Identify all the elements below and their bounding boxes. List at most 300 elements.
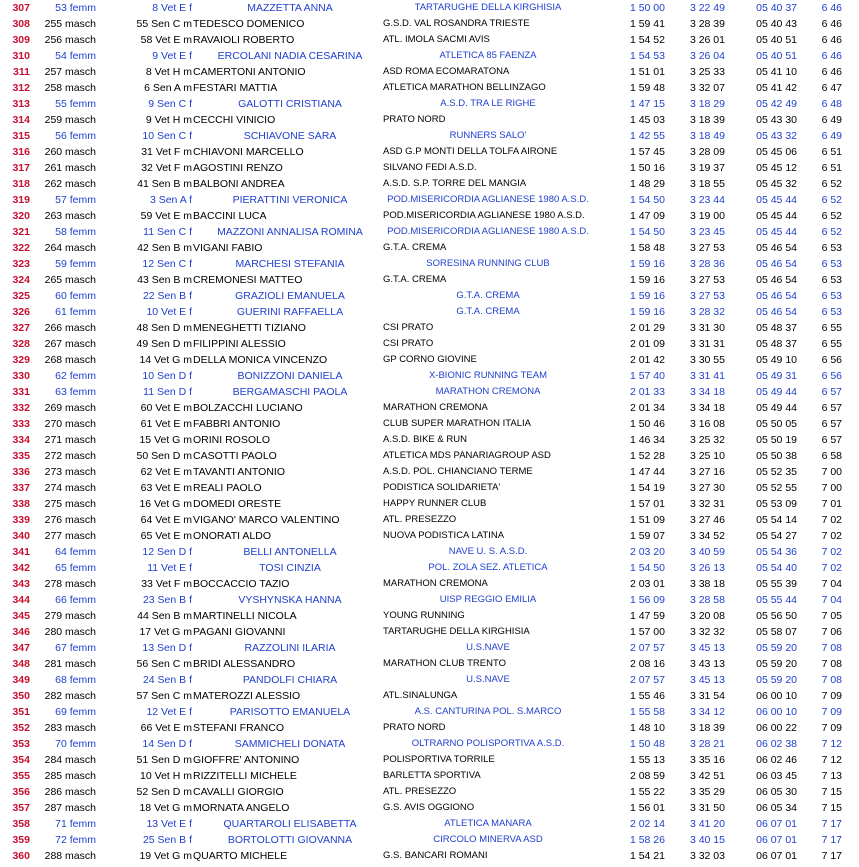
real-time: 3 19 37: [689, 162, 725, 174]
category: 50 Sen D m: [136, 450, 192, 462]
real-time: 3 19 00: [689, 210, 725, 222]
athlete-name: MORNATA ANGELO: [193, 802, 290, 814]
athlete-name: VIGANO' MARCO VALENTINO: [193, 514, 340, 526]
gender-rank: 59 femm: [55, 258, 96, 270]
real-time: 3 28 21: [689, 738, 725, 750]
pace: 6 46: [821, 34, 842, 46]
club-name: ATLETICA MDS PANARIAGROUP ASD: [383, 450, 551, 461]
category: 55 Sen C m: [136, 18, 192, 30]
real-time: 3 32 07: [689, 82, 725, 94]
gender-rank: 286 masch: [44, 786, 96, 798]
first-half-time: 1 58 48: [629, 242, 665, 254]
gender-rank: 278 masch: [44, 578, 96, 590]
table-row: [0, 624, 859, 640]
category: 10 Sen C f: [142, 130, 192, 142]
position: 346: [12, 626, 30, 638]
position: 354: [12, 754, 30, 766]
athlete-name: GIOFFRE' ANTONINO: [193, 754, 300, 766]
finish-time: 05 58 07: [756, 626, 797, 638]
club-name: ASD G.P MONTI DELLA TOLFA AIRONE: [383, 146, 558, 157]
club-name: RUNNERS SALO': [449, 130, 527, 141]
gender-rank: 67 femm: [55, 642, 96, 654]
club-name: A.S.D. POL. CHIANCIANO TERME: [383, 466, 533, 477]
category: 64 Vet E m: [140, 514, 192, 526]
finish-time: 05 45 44: [756, 194, 797, 206]
gender-rank: 279 masch: [44, 610, 96, 622]
real-time: 3 35 16: [689, 754, 725, 766]
pace: 6 57: [821, 434, 842, 446]
athlete-name: BORTOLOTTI GIOVANNA: [227, 834, 353, 846]
category: 49 Sen D m: [136, 338, 192, 350]
gender-rank: 276 masch: [44, 514, 96, 526]
gender-rank: 264 masch: [44, 242, 96, 254]
category: 58 Vet E m: [140, 34, 192, 46]
gender-rank: 55 femm: [55, 98, 96, 110]
position: 335: [12, 450, 30, 462]
finish-time: 05 45 12: [756, 162, 797, 174]
table-row: [0, 480, 859, 496]
athlete-name: VIGANI FABIO: [193, 242, 263, 254]
gender-rank: 285 masch: [44, 770, 96, 782]
gender-rank: 287 masch: [44, 802, 96, 814]
real-time: 3 18 39: [689, 114, 725, 126]
real-time: 3 23 44: [689, 194, 725, 206]
position: 312: [12, 82, 30, 94]
finish-time: 06 05 30: [756, 786, 797, 798]
category: 59 Vet E m: [140, 210, 192, 222]
real-time: 3 28 36: [689, 258, 725, 270]
category: 19 Vet G m: [139, 850, 192, 862]
table-row: [0, 128, 859, 144]
first-half-time: 1 59 16: [629, 258, 665, 270]
pace: 6 46: [821, 66, 842, 78]
finish-time: 06 03 45: [756, 770, 797, 782]
finish-time: 06 05 34: [756, 802, 797, 814]
pace: 7 12: [821, 738, 842, 750]
first-half-time: 1 54 50: [629, 194, 665, 206]
real-time: 3 34 52: [689, 530, 725, 542]
club-name: G.T.A. CREMA: [456, 306, 520, 317]
position: 323: [12, 258, 30, 270]
position: 353: [12, 738, 30, 750]
athlete-name: AGOSTINI RENZO: [193, 162, 283, 174]
real-time: 3 41 20: [689, 818, 725, 830]
pace: 7 12: [821, 754, 842, 766]
gender-rank: 281 masch: [44, 658, 96, 670]
club-name: TARTARUGHE DELLA KIRGHISIA: [383, 626, 530, 637]
position: 325: [12, 290, 30, 302]
club-name: ATLETICA 85 FAENZA: [439, 50, 537, 61]
real-time: 3 31 31: [689, 338, 725, 350]
finish-time: 06 00 10: [756, 706, 797, 718]
finish-time: 05 45 44: [756, 210, 797, 222]
finish-time: 05 54 14: [756, 514, 797, 526]
finish-time: 05 54 40: [756, 562, 797, 574]
gender-rank: 275 masch: [44, 498, 96, 510]
position: 350: [12, 690, 30, 702]
gender-rank: 60 femm: [55, 290, 96, 302]
table-row: [0, 672, 859, 688]
real-time: 3 32 31: [689, 498, 725, 510]
table-row: [0, 224, 859, 240]
pace: 6 48: [821, 98, 842, 110]
athlete-name: DOMEDI ORESTE: [193, 498, 282, 510]
position: 331: [12, 386, 30, 398]
category: 25 Sen B f: [142, 834, 192, 846]
finish-time: 05 41 10: [756, 66, 797, 78]
finish-time: 05 59 20: [756, 658, 797, 670]
club-name: BARLETTA SPORTIVA: [383, 770, 481, 781]
athlete-name: BACCINI LUCA: [193, 210, 267, 222]
athlete-name: PIERATTINI VERONICA: [232, 194, 348, 206]
club-name: MARATHON CLUB TRENTO: [383, 658, 506, 669]
pace: 6 53: [821, 274, 842, 286]
position: 340: [12, 530, 30, 542]
category: 33 Vet F m: [141, 578, 192, 590]
real-time: 3 26 01: [689, 34, 725, 46]
first-half-time: 1 50 46: [629, 418, 665, 430]
position: 322: [12, 242, 30, 254]
gender-rank: 267 masch: [44, 338, 96, 350]
position: 315: [12, 130, 30, 142]
club-name: X-BIONIC RUNNING TEAM: [428, 370, 548, 381]
athlete-name: QUARTAROLI ELISABETTA: [223, 818, 357, 830]
club-name: SILVANO FEDI A.S.D.: [383, 162, 477, 173]
finish-time: 05 40 43: [756, 18, 797, 30]
table-row: [0, 848, 859, 864]
finish-time: 05 45 32: [756, 178, 797, 190]
first-half-time: 1 42 55: [629, 130, 665, 142]
athlete-name: MENEGHETTI TIZIANO: [193, 322, 306, 334]
table-row: [0, 0, 859, 16]
table-row: [0, 112, 859, 128]
real-time: 3 45 13: [689, 674, 725, 686]
real-time: 3 27 16: [689, 466, 725, 478]
category: 42 Sen B m: [137, 242, 192, 254]
table-row: [0, 240, 859, 256]
first-half-time: 2 03 20: [629, 546, 665, 558]
position: 352: [12, 722, 30, 734]
club-name: NUOVA PODISTICA LATINA: [383, 530, 505, 541]
table-row: [0, 720, 859, 736]
athlete-name: TEDESCO DOMENICO: [193, 18, 305, 30]
category: 51 Sen D m: [136, 754, 192, 766]
category: 3 Sen A f: [149, 194, 192, 206]
position: 330: [12, 370, 30, 382]
pace: 6 52: [821, 178, 842, 190]
athlete-name: RAVAIOLI ROBERTO: [193, 34, 295, 46]
first-half-time: 1 47 15: [629, 98, 665, 110]
athlete-name: BERGAMASCHI PAOLA: [232, 386, 348, 398]
table-row: [0, 704, 859, 720]
club-name: YOUNG RUNNING: [383, 610, 465, 621]
first-half-time: 1 45 03: [629, 114, 665, 126]
finish-time: 05 52 35: [756, 466, 797, 478]
first-half-time: 1 57 40: [629, 370, 665, 382]
pace: 7 01: [821, 498, 842, 510]
real-time: 3 28 58: [689, 594, 725, 606]
first-half-time: 1 51 01: [629, 66, 665, 78]
gender-rank: 61 femm: [55, 306, 96, 318]
club-name: MARATHON CREMONA: [383, 402, 488, 413]
table-row: [0, 656, 859, 672]
first-half-time: 1 47 44: [629, 466, 665, 478]
position: 316: [12, 146, 30, 158]
table-row: [0, 80, 859, 96]
table-row: [0, 768, 859, 784]
athlete-name: SCHIAVONE SARA: [243, 130, 337, 142]
club-name: SORESINA RUNNING CLUB: [426, 258, 550, 269]
real-time: 3 32 03: [689, 850, 725, 862]
athlete-name: VYSHYNSKA HANNA: [238, 594, 342, 606]
first-half-time: 2 07 57: [629, 674, 665, 686]
position: 311: [13, 66, 30, 78]
finish-time: 06 07 01: [756, 818, 797, 830]
position: 332: [12, 402, 30, 414]
club-name: ATL.SINALUNGA: [383, 690, 458, 701]
athlete-name: SAMMICHELI DONATA: [234, 738, 346, 750]
club-name: U.S.NAVE: [466, 642, 510, 653]
first-half-time: 1 47 59: [629, 610, 665, 622]
athlete-name: BRIDI ALESSANDRO: [193, 658, 296, 670]
finish-time: 05 40 51: [756, 34, 797, 46]
finish-time: 05 42 49: [756, 98, 797, 110]
category: 9 Vet H m: [145, 114, 192, 126]
pace: 6 57: [821, 386, 842, 398]
real-time: 3 31 41: [689, 370, 725, 382]
pace: 7 09: [821, 706, 842, 718]
pace: 6 52: [821, 226, 842, 238]
club-name: TARTARUGHE DELLA KIRGHISIA: [414, 2, 562, 13]
club-name: ATL. PRESEZZO: [383, 514, 457, 525]
category: 13 Vet E f: [146, 818, 192, 830]
gender-rank: 266 masch: [44, 322, 96, 334]
athlete-name: BELLI ANTONELLA: [243, 546, 337, 558]
finish-time: 05 53 09: [756, 498, 797, 510]
pace: 6 55: [821, 338, 842, 350]
first-half-time: 1 59 41: [629, 18, 665, 30]
pace: 6 47: [821, 82, 842, 94]
first-half-time: 2 01 42: [629, 354, 665, 366]
club-name: UISP REGGIO EMILIA: [439, 594, 537, 605]
club-name: PRATO NORD: [383, 114, 446, 125]
gender-rank: 53 femm: [55, 2, 96, 14]
club-name: POLISPORTIVA TORRILE: [383, 754, 495, 765]
position: 342: [12, 562, 30, 574]
finish-time: 05 52 55: [756, 482, 797, 494]
club-name: HAPPY RUNNER CLUB: [383, 498, 487, 509]
gender-rank: 72 femm: [55, 834, 96, 846]
athlete-name: QUARTO MICHELE: [193, 850, 288, 862]
gender-rank: 274 masch: [44, 482, 96, 494]
gender-rank: 258 masch: [44, 82, 96, 94]
real-time: 3 31 54: [689, 690, 725, 702]
first-half-time: 1 56 01: [629, 802, 665, 814]
first-half-time: 1 50 16: [629, 162, 665, 174]
pace: 6 58: [821, 450, 842, 462]
athlete-name: DELLA MONICA VINCENZO: [193, 354, 328, 366]
gender-rank: 280 masch: [44, 626, 96, 638]
pace: 6 57: [821, 402, 842, 414]
category: 62 Vet E m: [140, 466, 192, 478]
category: 52 Sen D m: [136, 786, 192, 798]
gender-rank: 277 masch: [44, 530, 96, 542]
first-half-time: 2 08 59: [629, 770, 665, 782]
finish-time: 05 54 36: [756, 546, 797, 558]
real-time: 3 43 13: [689, 658, 725, 670]
club-name: CSI PRATO: [383, 322, 434, 333]
finish-time: 05 49 10: [756, 354, 797, 366]
table-row: [0, 512, 859, 528]
athlete-name: FESTARI MATTIA: [193, 82, 278, 94]
position: 339: [12, 514, 30, 526]
athlete-name: FILIPPINI ALESSIO: [193, 338, 286, 350]
category: 10 Vet H m: [140, 770, 192, 782]
category: 60 Vet E m: [140, 402, 192, 414]
table-row: [0, 48, 859, 64]
table-row: [0, 592, 859, 608]
position: 309: [12, 34, 30, 46]
real-time: 3 27 30: [689, 482, 725, 494]
position: 320: [12, 210, 30, 222]
real-time: 3 26 04: [689, 50, 725, 62]
position: 313: [12, 98, 30, 110]
club-name: CLUB SUPER MARATHON ITALIA: [383, 418, 531, 429]
pace: 7 00: [821, 466, 842, 478]
club-name: POD.MISERICORDIA AGLIANESE 1980 A.S.D.: [387, 226, 589, 237]
real-time: 3 28 39: [689, 18, 725, 30]
finish-time: 06 07 01: [756, 834, 797, 846]
pace: 7 17: [821, 834, 842, 846]
athlete-name: FABBRI ANTONIO: [193, 418, 281, 430]
athlete-name: GRAZIOLI EMANUELA: [235, 290, 345, 302]
first-half-time: 1 54 52: [629, 34, 665, 46]
table-row: [0, 96, 859, 112]
gender-rank: 66 femm: [55, 594, 96, 606]
pace: 7 02: [821, 530, 842, 542]
athlete-name: ONORATI ALDO: [193, 530, 271, 542]
table-row: [0, 16, 859, 32]
gender-rank: 58 femm: [55, 226, 96, 238]
athlete-name: ORINI ROSOLO: [193, 434, 271, 446]
finish-time: 05 59 20: [756, 642, 797, 654]
position: 310: [12, 50, 30, 62]
table-row: [0, 32, 859, 48]
athlete-name: CAVALLI GIORGIO: [193, 786, 284, 798]
club-name: A.S. CANTURINA POL. S.MARCO: [414, 706, 562, 717]
athlete-name: BALBONI ANDREA: [193, 178, 285, 190]
club-name: CIRCOLO MINERVA ASD: [433, 834, 543, 845]
category: 6 Sen A m: [144, 82, 192, 94]
club-name: POL. ZOLA SEZ. ATLETICA: [428, 562, 548, 573]
real-time: 3 18 49: [689, 130, 725, 142]
table-row: [0, 736, 859, 752]
gender-rank: 261 masch: [44, 162, 96, 174]
club-name: PODISTICA SOLIDARIETA': [383, 482, 501, 493]
athlete-name: CECCHI VINICIO: [193, 114, 276, 126]
table-row: [0, 528, 859, 544]
pace: 7 04: [821, 578, 842, 590]
real-time: 3 27 46: [689, 514, 725, 526]
position: 327: [12, 322, 30, 334]
category: 61 Vet E m: [140, 418, 192, 430]
table-row: [0, 832, 859, 848]
pace: 7 08: [821, 674, 842, 686]
finish-time: 05 40 51: [756, 50, 797, 62]
first-half-time: 1 46 34: [629, 434, 665, 446]
category: 11 Vet E f: [147, 562, 192, 574]
category: 48 Sen D m: [136, 322, 192, 334]
club-name: U.S.NAVE: [466, 674, 510, 685]
finish-time: 05 48 37: [756, 322, 797, 334]
table-row: [0, 176, 859, 192]
pace: 6 52: [821, 210, 842, 222]
athlete-name: TAVANTI ANTONIO: [193, 466, 285, 478]
gender-rank: 273 masch: [44, 466, 96, 478]
pace: 6 53: [821, 306, 842, 318]
finish-time: 06 02 38: [756, 738, 797, 750]
gender-rank: 68 femm: [55, 674, 96, 686]
table-row: [0, 192, 859, 208]
first-half-time: 1 55 58: [629, 706, 665, 718]
athlete-name: GUERINI RAFFAELLA: [236, 306, 344, 318]
gender-rank: 270 masch: [44, 418, 96, 430]
first-half-time: 1 58 26: [629, 834, 665, 846]
category: 44 Sen B m: [137, 610, 192, 622]
real-time: 3 27 53: [689, 242, 725, 254]
finish-time: 06 07 01: [756, 850, 797, 862]
gender-rank: 271 masch: [44, 434, 96, 446]
athlete-name: CASOTTI PAOLO: [193, 450, 277, 462]
position: 336: [12, 466, 30, 478]
gender-rank: 265 masch: [44, 274, 96, 286]
club-name: POD.MISERICORDIA AGLIANESE 1980 A.S.D.: [387, 194, 589, 205]
first-half-time: 1 55 22: [629, 786, 665, 798]
category: 31 Vet F m: [141, 146, 192, 158]
pace: 6 53: [821, 290, 842, 302]
table-row: [0, 784, 859, 800]
position: 308: [12, 18, 30, 30]
athlete-name: REALI PAOLO: [193, 482, 262, 494]
first-half-time: 1 54 21: [629, 850, 665, 862]
first-half-time: 1 50 48: [629, 738, 665, 750]
gender-rank: 69 femm: [55, 706, 96, 718]
position: 329: [12, 354, 30, 366]
finish-time: 06 00 10: [756, 690, 797, 702]
category: 23 Sen B f: [142, 594, 192, 606]
first-half-time: 1 59 07: [629, 530, 665, 542]
table-row: [0, 288, 859, 304]
position: 314: [12, 114, 30, 126]
category: 24 Sen B f: [142, 674, 192, 686]
finish-time: 05 49 44: [756, 386, 797, 398]
athlete-name: PANDOLFI CHIARA: [242, 674, 338, 686]
table-row: [0, 800, 859, 816]
first-half-time: 2 02 14: [629, 818, 665, 830]
pace: 6 53: [821, 258, 842, 270]
position: 349: [12, 674, 30, 686]
real-time: 3 40 59: [689, 546, 725, 558]
real-time: 3 18 39: [689, 722, 725, 734]
category: 57 Sen C m: [136, 690, 192, 702]
club-name: G.S.D. VAL ROSANDRA TRIESTE: [383, 18, 530, 29]
first-half-time: 1 59 16: [629, 274, 665, 286]
real-time: 3 25 33: [689, 66, 725, 78]
pace: 6 52: [821, 194, 842, 206]
athlete-name: CHIAVONI MARCELLO: [193, 146, 304, 158]
gender-rank: 268 masch: [44, 354, 96, 366]
real-time: 3 18 55: [689, 178, 725, 190]
